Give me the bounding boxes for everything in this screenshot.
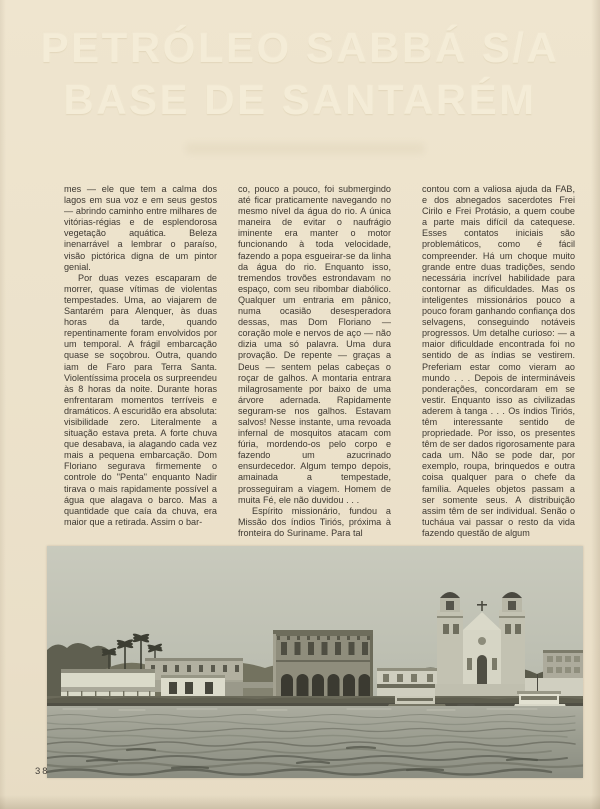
waterfront-photo (47, 546, 583, 778)
page-edge-shadow-bottom (0, 795, 600, 809)
paragraph: mes — ele que tem a calma dos lagos em sua voz e em seus gestos — abrindo caminho entre milhares de vitórias-régias e de esplendorosa vegetação aquática. Beleza inenarrável a lembrar o paraíso, visão pictórica digna de um pintor genial. (64, 184, 217, 272)
text-column-2 (238, 184, 391, 539)
ghost-headline (0, 22, 600, 126)
paragraph: co, pouco a pouco, foi submergindo até ficar praticamente navegando no mesmo nível da água do rio. A única maneira de evitar o naufrágio iminente era manter o motor funcionando à toda velocidade, fazendo a popa esgueirar-se da linha da água do rio. Enquanto isso, tremendos trovões estrondavam no espaço, com seu ribombar diabólico. Qualquer um entraria em pânico, numa ocasião desesperadora dessas, mas Dom Floriano — coração mole e nervos de aço — não dizia uma só palavra. Uma dura provação. De repente — graças a Deus — sentem pelas cabeças o roçar de galhos. A montaria entrara milagrosamente por baixo de uma árvore adernada. Rapidamente seguram-se nos galhos. Estavam salvos! Nesse instante, uma revoada infernal de mosquitos atacam com fúria, mordendo-os pelo corpo e fazendo um azucrinado ensurdecedor. Algum tempo depois, amainada a tempestade, prosseguiram a viagem. Homem de muita Fé, ele não duvidou . . . (238, 184, 391, 505)
paragraph: Por duas vezes escaparam de morrer, quase vítimas de violentas tempestades. Uma, ao viajarem de Santarém para Alenquer, às duas horas da tarde, quando repentinamente foram envolvidos por um temporal. A frágil embarcação quase se soçobrou. Outra, quando iam de Faro para Terra Santa. Violentíssima procela os surpreendeu às 8 horas da noite. Durante horas enfrentaram momentos terríveis e dramáticos. A escuridão era absoluta: visibilidade zero. Literalmente a situação estava preta. A forte chuva que desabava, ia alagando cada vez mais a pequena embarcação. Dom Floriano segurava firmemente o controle do "Penta" enquanto Nadir tirava o mais rapidamente possível a água que alagava o barco. Mas a quantidade que caía da chuva, era maior que a retirada. Assim o bar- (64, 272, 217, 527)
faint-subtitle-smudge (185, 143, 425, 154)
church (435, 592, 529, 702)
page-number: 38 (35, 766, 50, 777)
ghost-headline-line2: BASE DE SANTARÉM (63, 76, 537, 123)
page-edge-shadow-right (591, 0, 600, 809)
text-column-3 (422, 184, 575, 539)
text-column-1 (64, 184, 217, 528)
colonial-building (273, 630, 373, 704)
paragraph: contou com a valiosa ajuda da FAB, e dos abnegados sacerdotes Frei Cirilo e Frei Protásio, a quem coube a parte mais difícil da catequese. Esses contatos iniciais são problemáticos, como é fácil compreender. Há um choque muito grande entre duas tradições, sendo necessária incrível habilidade para contornar as dificuldades. Mas os inteligentes missionários pouco a pouco foram ganhando confiança dos selvagens, conseguindo notáveis progressos. Um detalhe curioso: — a maior dificuldade encontrada foi no sentido de as índias se vestirem. Preferiam estar como vieram ao mundo . . . Depois de intermináveis ponderações, concordaram em se vestir. Enquanto isso as civilizadas aderem à tanga . . . Os índios Tiriós, têm interessante sentido de propriedade. Por isso, os presentes têm de ser dados rigorosamente para cada um. Não se pode dar, por exemplo, roupa, brinquedos e outra coisa qualquer para o chefe da família. Aqueles objetos passam a ser somente seus. A distribuição assim têm de ser individual. Senão o tucháua vai passar o resto da vida fazendo questão de algum (422, 184, 575, 538)
paragraph: Espírito missionário, fundou a Missão dos índios Tiriós, próxima à fronteira do Suriname. Para tal (238, 505, 391, 538)
quay (47, 696, 583, 707)
ghost-headline-line1: PETRÓLEO SABBÁ S/A (40, 24, 560, 71)
page-edge-shadow-left (0, 0, 6, 809)
